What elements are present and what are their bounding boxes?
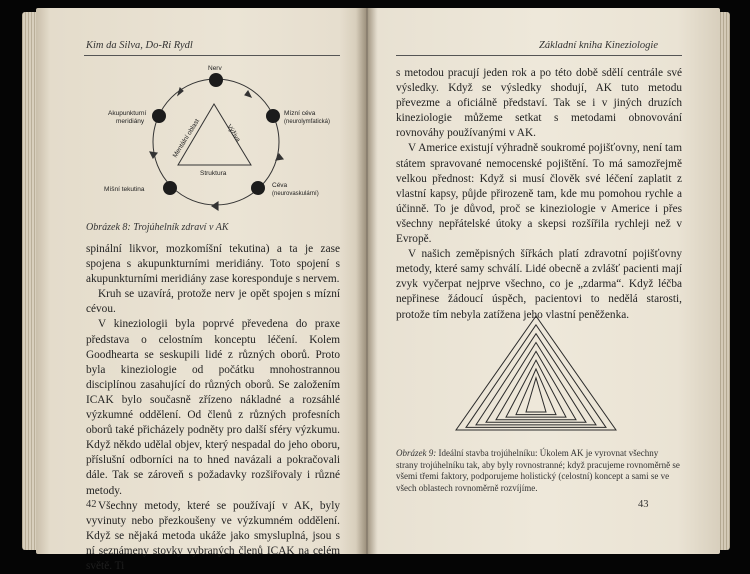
figure-8-text: Trojúhelník zdraví v AK [133, 222, 229, 233]
nested-triangle-8 [526, 378, 546, 412]
left-page [36, 8, 366, 572]
right-paragraph-2: V Americe existují výhradně soukromé pojišťovny, není tam státem spravované nemocenské pojištění. To má samozřejmě velkou přednost: Když si musí člověk své léčení zaplatit z vlastní kapsy, půjde přirozeně tam, kde mu pomohou rychle a účinně. To je důvod, proč se kineziologie v Americe i přes všechny nepřátelské útoky a skepsi rozšířila rychleji než v Evropě. [396, 142, 682, 246]
label-meridiany: Akupunkturní [108, 110, 147, 117]
left-running-head: Kim da Silva, Do-Ri Rydl [86, 40, 193, 51]
right-paragraph-3: V našich zeměpisných šířkách platí zdravotní pojišťovny metody, které samy schválí. Lidé obecně a zvlášť pacienti mají zvyk vyčerpat nejprve všechno, co je „zdarma“. Když léčba nepřinese žádoucí úspěch, pacientovi to nedělá starosti, protože tím nebyla zatížena jeho vlastní peněženka. [396, 248, 682, 321]
nested-triangles-figure [426, 312, 646, 434]
node-misni-tekutina [163, 181, 177, 195]
node-ceva [251, 181, 265, 195]
left-paragraph-1: spinální likvor, mozkomíšní tekutina) a ta je zase spojena s akupunkturními meridiány. Toto spojení s akupunkturními meridiány zase koresponduje s nervem. [86, 243, 340, 286]
left-paragraph-2: Kruh se uzavírá, protože nerv je opět spojen s mízní cévou. [86, 288, 340, 316]
label-mizni-ceva: Mízní céva [284, 110, 316, 117]
arrow-mizni-to-ceva [276, 154, 283, 160]
label-mentalni-oblast: Mentální oblast [171, 117, 202, 160]
right-page [366, 8, 720, 554]
right-head-rule [396, 55, 682, 56]
label-meridiany-sub: meridiány [116, 118, 145, 125]
label-nerv: Nerv [208, 65, 222, 72]
right-page-number: 43 [638, 499, 649, 510]
left-paragraph-4: Všechny metody, které se používají v AK, byly vyvinuty nebo přezkoušeny ve výzkumném oddělení. Když se nějaká metoda ukáže jako smysluplná, jsou s ní seznámeny stovky vybraných členů ICAK na celém světě. Ti [86, 499, 340, 572]
label-vyziva: Výživa [225, 123, 242, 144]
left-page-number: 42 [86, 499, 97, 510]
arrow-ceva-to-misni [212, 202, 218, 210]
label-mizni-ceva-sub: (neurolymfatická) [284, 119, 331, 125]
figure-8-label: Obrázek 8: [86, 222, 131, 233]
right-body-text [396, 66, 682, 323]
left-paragraph-3: V kineziologii byla poprvé převedena do praxe představa o celostním konceptu léčení. Kolem Goodhearta se seskupili lidé z různých oborů. Proto byla kineziologie od počátku mnohostrannou disciplínou zasahující do různých oborů. Se založením ICAK bylo současně zřízeno nákladné a rozsáhlé výzkumné oddělení. Od členů z různých profesních oborů také přicházely podněty pro další sféry výzkumu. Když někdo udělal objev, který nespadal do jeho oboru, příslušní odborníci na to hned navázali a pokračovali dále. Tak se zároveň s požadavky rozšiřovaly i různé metody. [86, 318, 340, 497]
label-struktura: Struktura [200, 170, 227, 177]
label-misni-tekutina: Míšní tekutina [104, 186, 145, 193]
figure-9-caption [396, 448, 682, 494]
label-ceva: Céva [272, 182, 288, 189]
figure-9-text: Ideální stavba trojúhelníku: Úkolem AK je vyrovnat všechny strany trojúhelníku tak, aby byly rovnostranné; když pracujeme rovnoměrně se všemi třemi faktory, podporujeme holistický (celostní) koncept a sami se ve všech oblastech rovnoměrně rozvíjíme. [396, 448, 680, 493]
book-gutter [356, 8, 378, 554]
node-nerv [209, 73, 223, 87]
node-mizni-ceva [266, 109, 280, 123]
figure-9-label: Obrázek 9: [396, 448, 437, 458]
nested-triangle-5 [496, 351, 576, 419]
left-body-text [86, 242, 340, 574]
right-running-head: Základní kniha Kineziologie [539, 40, 658, 51]
health-triangle-diagram [36, 60, 366, 230]
right-paragraph-1: s metodou pracují jeden rok a po této době sdělí centrále své výsledky. Když se výsledky shodují, AK tuto metodu převezme a oficiálně představí. Tak se i v jiných druzích kineziologie můžeme setkat s metodami obnovování rovnováhy používanými v AK. [396, 67, 682, 140]
node-meridiany [152, 109, 166, 123]
figure-8-caption [86, 222, 229, 233]
left-head-rule [84, 55, 340, 56]
arrow-misni-to-meridiany [150, 152, 157, 158]
label-ceva-sub: (neurovaskulární) [272, 191, 319, 197]
